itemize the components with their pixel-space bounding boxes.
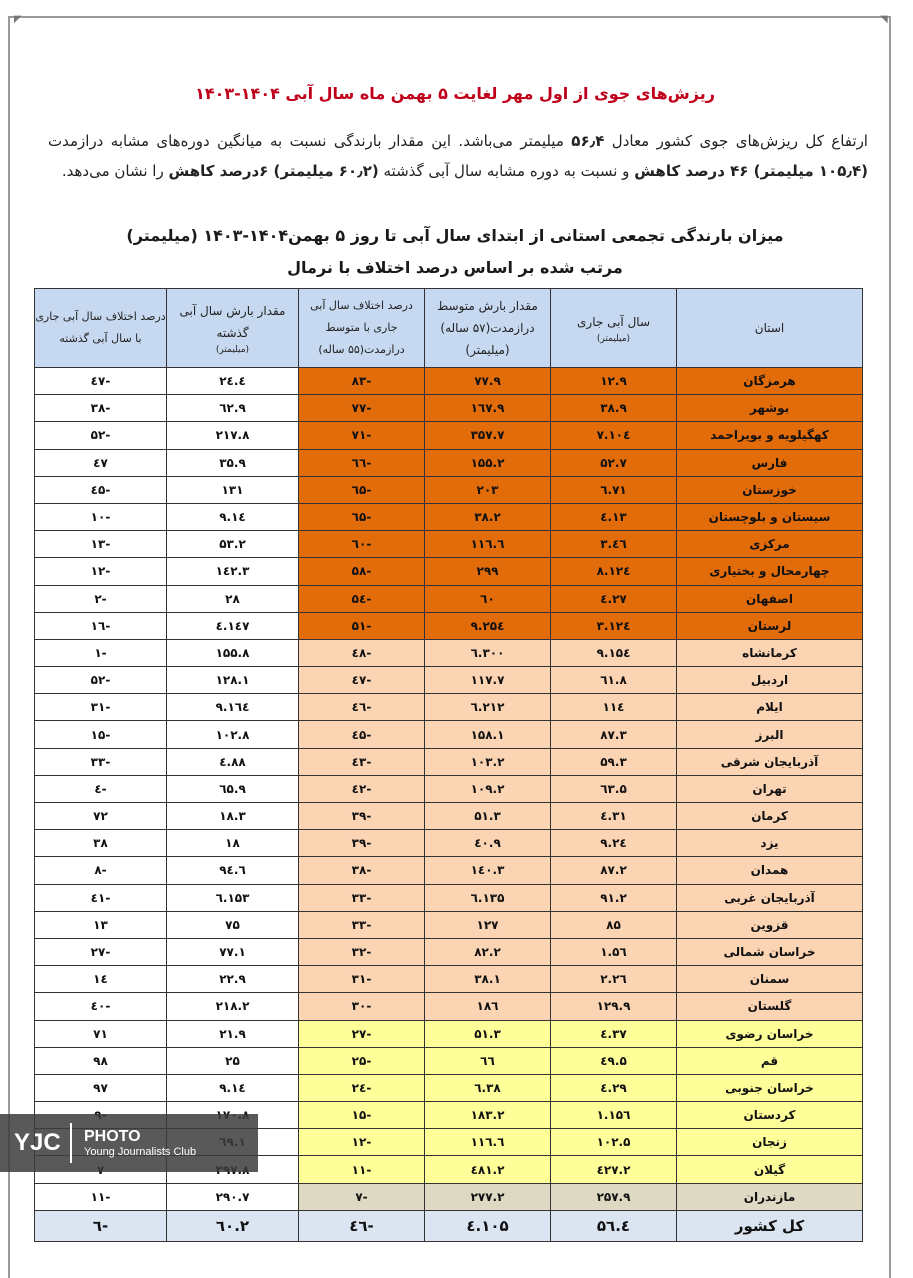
diff-last-year-cell: -۱۲ (35, 558, 167, 585)
diff-longterm-cell: -۲٤ (299, 1074, 425, 1101)
last-year-cell: ۷۵ (167, 911, 299, 938)
diff-longterm-cell: -۵۸ (299, 558, 425, 585)
current-rain-cell: ۳۷.٤ (551, 1020, 677, 1047)
diff-longterm-cell: -۵٤ (299, 585, 425, 612)
diff-longterm-cell: -٦۵ (299, 476, 425, 503)
current-rain-cell: ۱۲۹.۹ (551, 993, 677, 1020)
diff-last-year-cell: -۵۲ (35, 667, 167, 694)
province-cell: کردستان (677, 1102, 863, 1129)
longterm-avg-cell: ۳۸.۱ (425, 966, 551, 993)
current-rain-cell: ۲٤.۹ (551, 830, 677, 857)
table-row (35, 966, 863, 993)
province-cell: آذربایجان غربی (677, 884, 863, 911)
table-row (35, 775, 863, 802)
table-row (35, 884, 863, 911)
yjc-watermark (0, 1114, 258, 1172)
table-title (40, 220, 870, 284)
current-rain-cell: ۱۵٤.۹ (551, 639, 677, 666)
longterm-avg-cell: ۲۰۳ (425, 476, 551, 503)
table-row (35, 585, 863, 612)
diff-longterm-cell: -۱۲ (299, 1129, 425, 1156)
diff-last-year-cell: -۲ (35, 585, 167, 612)
corner-mark-right: ◥ (880, 14, 888, 25)
table-row (35, 1047, 863, 1074)
current-rain-cell: ٤٦.۳ (551, 531, 677, 558)
summary-total-rain: ۵۶٫۴ (571, 132, 605, 150)
diff-last-year-cell: -۵۲ (35, 422, 167, 449)
longterm-avg-cell: ۲۵٤.۹ (425, 612, 551, 639)
diff-last-year-cell: ۹۸ (35, 1047, 167, 1074)
current-rain-cell: ۳۱.٤ (551, 803, 677, 830)
longterm-avg-cell: ۱۳۵.٦ (425, 884, 551, 911)
total-province-cell: کل کشور (677, 1210, 863, 1241)
table-header-row (35, 289, 863, 368)
diff-longterm-cell: -۲۵ (299, 1047, 425, 1074)
table-row (35, 395, 863, 422)
summary-text-4: را نشان می‌دهد. (61, 162, 164, 180)
diff-longterm-cell: -۲۷ (299, 1020, 425, 1047)
diff-longterm-cell: -٤٦ (299, 694, 425, 721)
current-rain-cell: ۸۵ (551, 911, 677, 938)
header-current: سال آبی جاری (میلیمتر) (551, 289, 677, 368)
table-row (35, 667, 863, 694)
diff-last-year-cell: -٤ (35, 775, 167, 802)
longterm-avg-cell: ٤۸۱.۲ (425, 1156, 551, 1183)
diff-longterm-cell: -۱۵ (299, 1102, 425, 1129)
province-cell: خوزستان (677, 476, 863, 503)
table-row (35, 449, 863, 476)
province-cell: فارس (677, 449, 863, 476)
current-rain-cell: ٤۲۷.۲ (551, 1156, 677, 1183)
current-rain-cell: ۱۵٦.۱ (551, 1102, 677, 1129)
current-rain-cell: ۸۷.۳ (551, 721, 677, 748)
last-year-cell: ۱٦٤.۹ (167, 694, 299, 721)
table-row (35, 476, 863, 503)
longterm-avg-cell: ۷۷.۹ (425, 368, 551, 395)
last-year-cell: ۱٤۷.٤ (167, 612, 299, 639)
longterm-avg-cell: ۱۸٦ (425, 993, 551, 1020)
summary-paragraph (48, 126, 868, 186)
last-year-cell: ۱٤.۹ (167, 1074, 299, 1101)
diff-longterm-cell: -۵۱ (299, 612, 425, 639)
table-row (35, 368, 863, 395)
diff-last-year-cell: ۱۳ (35, 911, 167, 938)
rainfall-table (34, 288, 863, 1242)
last-year-cell: ۳۵.۹ (167, 449, 299, 476)
table-row (35, 911, 863, 938)
summary-text-2: میلیمتر می‌باشد. این مقدار بارندگی نسبت به میانگین دوره‌های مشابه درازمدت (48, 132, 564, 150)
diff-last-year-cell: -٤۷ (35, 368, 167, 395)
table-row (35, 612, 863, 639)
total-diff-last-year-cell: -٦ (35, 1210, 167, 1241)
summary-text-3: و نسبت به دوره مشابه سال آبی گذشته (383, 162, 630, 180)
watermark-text (84, 1128, 196, 1158)
province-cell: البرز (677, 721, 863, 748)
diff-longterm-cell: -٦۰ (299, 531, 425, 558)
province-cell: سیستان و بلوچستان (677, 503, 863, 530)
table-row (35, 748, 863, 775)
diff-last-year-cell: -۱۱ (35, 1183, 167, 1210)
last-year-cell: ۲۸ (167, 585, 299, 612)
last-year-cell: ۲۹۰.۷ (167, 1183, 299, 1210)
province-cell: اردبیل (677, 667, 863, 694)
summary-lastyear-decrease: (۶۰٫۲ میلیمتر) ۶درصد کاهش (168, 162, 379, 180)
diff-longterm-cell: -۸۳ (299, 368, 425, 395)
longterm-avg-cell: ۳۸.۲ (425, 503, 551, 530)
diff-longterm-cell: -۷۱ (299, 422, 425, 449)
longterm-avg-cell: ۱۰۳.۲ (425, 748, 551, 775)
total-longterm-avg-cell: ۱۰۵.٤ (425, 1210, 551, 1241)
province-cell: سمنان (677, 966, 863, 993)
table-row (35, 830, 863, 857)
current-rain-cell: ۱۲٤.۸ (551, 558, 677, 585)
table-row (35, 503, 863, 530)
last-year-cell: ۱۳۱ (167, 476, 299, 503)
current-rain-cell: ۲٦.۲ (551, 966, 677, 993)
longterm-avg-cell: ۳۰۰.٦ (425, 639, 551, 666)
table-row (35, 721, 863, 748)
table-row (35, 1074, 863, 1101)
diff-longterm-cell: -۷ (299, 1183, 425, 1210)
current-rain-cell: ۲۷.٤ (551, 585, 677, 612)
province-cell: چهارمحال و بختیاری (677, 558, 863, 585)
diff-longterm-cell: -۳۸ (299, 857, 425, 884)
current-rain-cell: ٤۹.۵ (551, 1047, 677, 1074)
diff-last-year-cell: -۳۸ (35, 395, 167, 422)
longterm-avg-cell: ۱۵۸.۱ (425, 721, 551, 748)
last-year-cell: ۱۵۵.۸ (167, 639, 299, 666)
province-cell: گیلان (677, 1156, 863, 1183)
province-cell: گلستان (677, 993, 863, 1020)
last-year-cell: ٦۲.۹ (167, 395, 299, 422)
header-province: استان (677, 289, 863, 368)
last-year-cell: ۲۲.۹ (167, 966, 299, 993)
table-row (35, 558, 863, 585)
current-rain-cell: ۳۸.۹ (551, 395, 677, 422)
table-title-line2: مرتب شده بر اساس درصد اختلاف با نرمال (287, 258, 623, 277)
province-cell: یزد (677, 830, 863, 857)
longterm-avg-cell: ۲۹۹ (425, 558, 551, 585)
table-title-line1: میزان بارندگی تجمعی استانی از ابتدای سال آبی تا روز ۵ بهمن۱۴۰۴-۱۴۰۳ (میلیمتر) (126, 226, 784, 245)
table-row (35, 803, 863, 830)
diff-longterm-cell: -۳۳ (299, 911, 425, 938)
last-year-cell: ۲۱۸.۲ (167, 993, 299, 1020)
total-current-rain-cell: ۵٦.٤ (551, 1210, 677, 1241)
longterm-avg-cell: ۳۸.٦ (425, 1074, 551, 1101)
current-rain-cell: ۱۰۲.۵ (551, 1129, 677, 1156)
total-last-year-cell: ٦۰.۲ (167, 1210, 299, 1241)
longterm-avg-cell: ٦۰ (425, 585, 551, 612)
diff-last-year-cell: ۷۱ (35, 1020, 167, 1047)
diff-longterm-cell: -۳۹ (299, 803, 425, 830)
table-row (35, 938, 863, 965)
watermark-photo: PHOTO (84, 1128, 141, 1145)
longterm-avg-cell: ٦٦ (425, 1047, 551, 1074)
current-rain-cell: ۱۳.٤ (551, 503, 677, 530)
province-cell: آذربایجان شرقی (677, 748, 863, 775)
last-year-cell: ۱٤۲.۳ (167, 558, 299, 585)
last-year-cell: ۹٤.٦ (167, 857, 299, 884)
longterm-avg-cell: ۱٦۷.۹ (425, 395, 551, 422)
province-cell: تهران (677, 775, 863, 802)
current-rain-cell: ۱۲.۹ (551, 368, 677, 395)
diff-last-year-cell: -۱٦ (35, 612, 167, 639)
table-row (35, 531, 863, 558)
diff-last-year-cell: -۳۳ (35, 748, 167, 775)
total-row (35, 1210, 863, 1241)
province-cell: خراسان شمالی (677, 938, 863, 965)
diff-longterm-cell: -۳۳ (299, 884, 425, 911)
current-rain-cell: ٦۳.۵ (551, 775, 677, 802)
report-title: ریزش‌های جوی از اول مهر لغایت ۵ بهمن ماه سال آبی ۱۴۰۴-۱۴۰۳ (195, 84, 715, 103)
table-row (35, 639, 863, 666)
last-year-cell: ۲۵ (167, 1047, 299, 1074)
last-year-cell: ۱۰۲.۸ (167, 721, 299, 748)
last-year-cell: ۲۱۷.۸ (167, 422, 299, 449)
diff-longterm-cell: -٤۸ (299, 639, 425, 666)
longterm-avg-cell: ۱٤۰.۳ (425, 857, 551, 884)
header-diff-last-year: درصد اختلاف سال آبی جاری با سال آبی گذشته (35, 289, 167, 368)
diff-last-year-cell: -۱۰ (35, 503, 167, 530)
province-cell: همدان (677, 857, 863, 884)
header-last-year: مقدار بارش سال آبی گذشته (میلیمتر) (167, 289, 299, 368)
diff-last-year-cell: -۲۷ (35, 938, 167, 965)
last-year-cell: ۲٤.٤ (167, 368, 299, 395)
diff-last-year-cell: -۱۳ (35, 531, 167, 558)
table-row (35, 857, 863, 884)
longterm-avg-cell: ۱۲۷ (425, 911, 551, 938)
diff-last-year-cell: -۸ (35, 857, 167, 884)
longterm-avg-cell: ۸۲.۲ (425, 938, 551, 965)
watermark-separator (70, 1123, 72, 1163)
total-diff-longterm-cell: -٤٦ (299, 1210, 425, 1241)
diff-longterm-cell: -٤۷ (299, 667, 425, 694)
longterm-avg-cell: ۱۱۷.۷ (425, 667, 551, 694)
table-row (35, 1020, 863, 1047)
current-rain-cell: ۵٦.۱ (551, 938, 677, 965)
longterm-avg-cell: ۱۰۹.۲ (425, 775, 551, 802)
diff-longterm-cell: -٦۵ (299, 503, 425, 530)
province-cell: قم (677, 1047, 863, 1074)
header-longterm-avg: مقدار بارش متوسط درازمدت(۵۷ ساله) (میلیمتر) (425, 289, 551, 368)
longterm-avg-cell: ٤۰.۹ (425, 830, 551, 857)
longterm-avg-cell: ۱۵۵.۲ (425, 449, 551, 476)
diff-longterm-cell: -۳۲ (299, 938, 425, 965)
table-row (35, 993, 863, 1020)
summary-text-1: ارتفاع کل ریزش‌های جوی کشور معادل (611, 132, 868, 150)
last-year-cell: ۷۷.۱ (167, 938, 299, 965)
province-cell: لرستان (677, 612, 863, 639)
longterm-avg-cell: ۲۷۷.۲ (425, 1183, 551, 1210)
diff-longterm-cell: -۳۰ (299, 993, 425, 1020)
current-rain-cell: ۲۹.٤ (551, 1074, 677, 1101)
province-cell: کهگیلویه و بویراحمد (677, 422, 863, 449)
diff-last-year-cell: -٤۵ (35, 476, 167, 503)
last-year-cell: ۱٤.۹ (167, 503, 299, 530)
province-cell: مازندران (677, 1183, 863, 1210)
diff-longterm-cell: -٤۵ (299, 721, 425, 748)
diff-longterm-cell: -٦٦ (299, 449, 425, 476)
table-row (35, 694, 863, 721)
last-year-cell: ٦۵.۹ (167, 775, 299, 802)
longterm-avg-cell: ۵۱.۳ (425, 1020, 551, 1047)
header-diff-longterm: درصد اختلاف سال آبی جاری با متوسط درازمدت(۵۵ ساله) (299, 289, 425, 368)
diff-longterm-cell: -۳۱ (299, 966, 425, 993)
province-cell: خراسان جنوبی (677, 1074, 863, 1101)
diff-longterm-cell: -٤۲ (299, 775, 425, 802)
watermark-club: Young Journalists Club (84, 1146, 197, 1158)
current-rain-cell: ۹۱.۲ (551, 884, 677, 911)
province-cell: قزوین (677, 911, 863, 938)
current-rain-cell: ۱۰٤.۷ (551, 422, 677, 449)
diff-last-year-cell: -۳۱ (35, 694, 167, 721)
longterm-avg-cell: ۲۱۲.٦ (425, 694, 551, 721)
diff-last-year-cell: -۱ (35, 639, 167, 666)
diff-last-year-cell: ۷۲ (35, 803, 167, 830)
longterm-avg-cell: ۱۱٦.٦ (425, 531, 551, 558)
current-rain-cell: ۱۲٤.۳ (551, 612, 677, 639)
diff-longterm-cell: -۷۷ (299, 395, 425, 422)
last-year-cell: ۱۲۸.۱ (167, 667, 299, 694)
diff-last-year-cell: ۹۷ (35, 1074, 167, 1101)
diff-last-year-cell: ۱٤ (35, 966, 167, 993)
province-cell: ایلام (677, 694, 863, 721)
table-row (35, 1183, 863, 1210)
last-year-cell: ۱۵۳.٦ (167, 884, 299, 911)
province-cell: کرمان (677, 803, 863, 830)
summary-longterm-decrease: (۱۰۵٫۴ میلیمتر) ۴۶ درصد کاهش (634, 162, 868, 180)
current-rain-cell: ۵۹.۳ (551, 748, 677, 775)
last-year-cell: ۱۸.۳ (167, 803, 299, 830)
longterm-avg-cell: ۵۱.۳ (425, 803, 551, 830)
province-cell: هرمزگان (677, 368, 863, 395)
longterm-avg-cell: ۱۸۳.۲ (425, 1102, 551, 1129)
diff-longterm-cell: -۱۱ (299, 1156, 425, 1183)
longterm-avg-cell: ۳۵۷.۷ (425, 422, 551, 449)
province-cell: مرکزی (677, 531, 863, 558)
diff-last-year-cell: -٤۱ (35, 884, 167, 911)
yjc-logo: YJC (14, 1129, 61, 1156)
diff-longterm-cell: -۳۹ (299, 830, 425, 857)
diff-last-year-cell: ٤۷ (35, 449, 167, 476)
current-rain-cell: ۵۲.۷ (551, 449, 677, 476)
current-rain-cell: ٦۱.۸ (551, 667, 677, 694)
diff-last-year-cell: -٤۰ (35, 993, 167, 1020)
last-year-cell: ۲۱.۹ (167, 1020, 299, 1047)
current-rain-cell: ۷۱.٦ (551, 476, 677, 503)
province-cell: کرمانشاه (677, 639, 863, 666)
last-year-cell: ۸۸.٤ (167, 748, 299, 775)
current-rain-cell: ۲۵۷.۹ (551, 1183, 677, 1210)
province-cell: بوشهر (677, 395, 863, 422)
province-cell: اصفهان (677, 585, 863, 612)
current-rain-cell: ۸۷.۲ (551, 857, 677, 884)
longterm-avg-cell: ۱۱٦.٦ (425, 1129, 551, 1156)
table-row (35, 422, 863, 449)
province-cell: زنجان (677, 1129, 863, 1156)
current-rain-cell: ۱۱٤ (551, 694, 677, 721)
last-year-cell: ۱۸ (167, 830, 299, 857)
corner-mark-left: ◤ (14, 14, 22, 25)
province-cell: خراسان رضوی (677, 1020, 863, 1047)
diff-longterm-cell: -٤۳ (299, 748, 425, 775)
diff-last-year-cell: -۱۵ (35, 721, 167, 748)
last-year-cell: ۵۳.۲ (167, 531, 299, 558)
diff-last-year-cell: ۳۸ (35, 830, 167, 857)
